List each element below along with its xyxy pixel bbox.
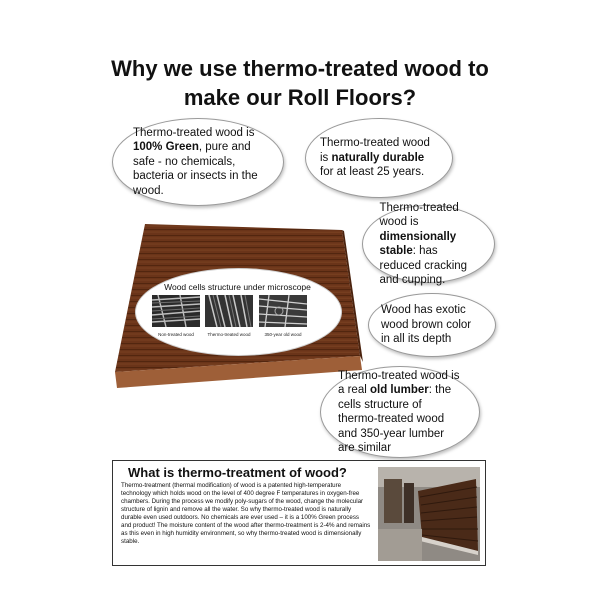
page-title-line-2: make our Roll Floors?	[183, 85, 417, 110]
bubble-old-lumber: Thermo-treated wood is a real old lumber: the cells structure of thermo-treated wood and 350-year lumber are similar	[320, 366, 480, 458]
info-title: What is thermo-treatment of wood?	[128, 465, 347, 480]
micrograph-non-treated	[152, 295, 200, 327]
page-title-line-1: Why we use thermo-treated wood to	[111, 56, 489, 81]
micrograph-350-year-old	[259, 295, 307, 327]
micrograph-caption-non-treated: Non-treated wood	[158, 332, 194, 337]
micrograph-caption-350-year-old: 350-year old wood	[264, 332, 302, 337]
page-title	[60, 54, 540, 112]
bubble-naturally-durable: Thermo-treated wood is naturally durable for at least 25 years.	[305, 118, 453, 198]
info-body: Thermo-treatment (thermal modification) of wood is a patented high-temperature technology which holds wood on the level of 400 degree F temperatures in oxygen-free chambers. During the process we modify poly-sugars of the wood, change the molecular structure of lignin and remove all the water. So why thermo-treated wood is naturally durable even used outdoors. No chemicals are ever used – it is a 100% Green process and product! The moisture content of the wood after thermo-treatment is 2-4% and remains as this even in high humidity environment, so why thermo-treated wood is dimensionally stable.	[121, 482, 371, 545]
installed-floor-photo	[378, 467, 480, 561]
bubble-100-percent-green: Thermo-treated wood is 100% Green, pure and safe - no chemicals, bacteria or insects in the wood.	[112, 118, 284, 206]
micrograph-thermo-treated	[205, 295, 253, 327]
bubble-exotic-brown-color: Wood has exotic wood brown color in all its depth	[368, 293, 496, 357]
bubble-dimensionally-stable: Thermo-treated wood is dimensionally stable: has reduced cracking and cupping.	[362, 205, 495, 283]
micrograph-caption-thermo-treated: Thermo-treated wood	[207, 332, 251, 337]
microscope-title: Wood cells structure under microscope	[164, 282, 311, 292]
